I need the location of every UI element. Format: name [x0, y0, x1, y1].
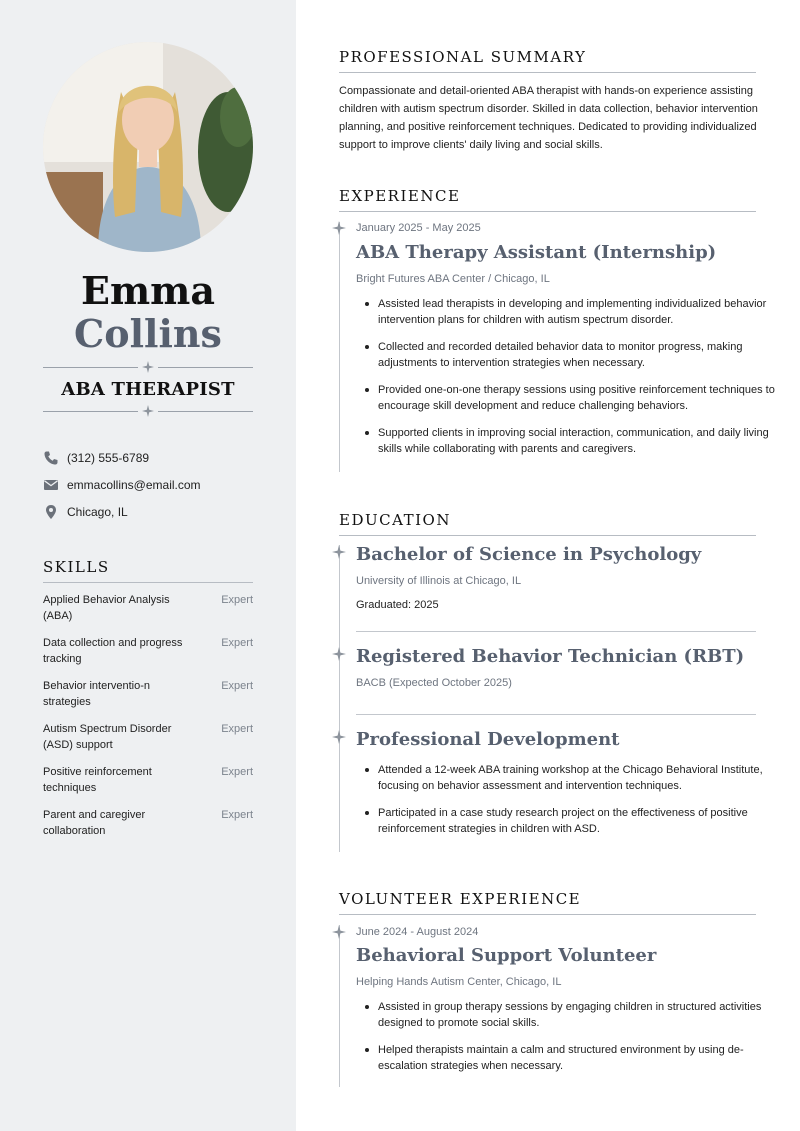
last-name: Collins [74, 311, 222, 356]
skill-level: Expert [221, 680, 253, 692]
sparkle-icon [332, 925, 346, 939]
volunteer-heading: VOLUNTEER EXPERIENCE [339, 890, 756, 915]
volunteer-bullets [356, 999, 776, 1085]
phone-text: (312) 555-6789 [67, 451, 150, 465]
first-name: Emma [80, 268, 215, 313]
profile-photo [43, 42, 253, 252]
mail-icon [43, 477, 59, 493]
skill-name: Behavior interventio-n strategies [43, 680, 151, 708]
skill-name: Autism Spectrum Disorder (ASD) support [43, 723, 172, 751]
experience-role: ABA Therapy Assistant (Internship) [356, 242, 717, 263]
location-pin-icon [43, 504, 59, 520]
skills-heading: SKILLS [43, 558, 253, 583]
skill-level: Expert [221, 809, 253, 821]
sparkle-icon [332, 545, 346, 559]
experience-org: Bright Futures ABA Center / Chicago, IL [356, 273, 550, 285]
sparkle-icon [332, 647, 346, 661]
skill-item [43, 764, 253, 807]
list-item: Participated in a case study research project on the effectiveness of positive reinforcement strategies in children with ASD. [356, 805, 776, 837]
certification-title: Registered Behavior Technician (RBT) [356, 646, 745, 667]
education-timeline [339, 545, 340, 852]
degree-graduated: Graduated: 2025 [356, 599, 439, 611]
volunteer-org: Helping Hands Autism Center, Chicago, IL [356, 976, 562, 988]
education-heading: EDUCATION [339, 511, 756, 536]
skill-name: Applied Behavior Analysis (ABA) [43, 594, 170, 622]
sparkle-icon [142, 405, 154, 417]
summary-text: Compassionate and detail-oriented ABA therapist with hands-on experience assisting children with autism spectrum disorder. Skilled in data collection, behavior intervention planning, and positive reinforcement techniques. Dedicated to providing individualized support to improve clients' daily living and social skills. [339, 85, 758, 151]
skill-level: Expert [221, 637, 253, 649]
skill-level: Expert [221, 723, 253, 735]
experience-timeline [339, 222, 340, 472]
list-item: Supported clients in improving social interaction, communication, and daily living skills while collaborating with parents and caregivers. [356, 425, 776, 457]
summary-heading: PROFESSIONAL SUMMARY [339, 48, 756, 73]
sparkle-icon [332, 730, 346, 744]
email-text: emmacollins@email.com [67, 478, 201, 492]
volunteer-timeline [339, 925, 340, 1087]
skill-name: Positive reinforcement techniques [43, 766, 152, 794]
skills-list [43, 592, 253, 850]
divider [356, 714, 756, 715]
sidebar [0, 0, 296, 1131]
list-item: Provided one-on-one therapy sessions using positive reinforcement techniques to encourage skill development and reduce challenging behaviors. [356, 382, 776, 414]
skill-name: Parent and caregiver collaboration [43, 809, 146, 837]
list-item: Collected and recorded detailed behavior data to monitor progress, making adjustments to intervention strategies when necessary. [356, 339, 776, 371]
phone-icon [43, 450, 59, 466]
volunteer-role: Behavioral Support Volunteer [356, 945, 657, 966]
title-divider [43, 405, 253, 417]
development-bullets [356, 762, 776, 848]
location-text: Chicago, IL [67, 505, 128, 519]
certification-issuer: BACB (Expected October 2025) [356, 677, 512, 689]
sparkle-icon [332, 221, 346, 235]
skill-level: Expert [221, 766, 253, 778]
list-item: Helped therapists maintain a calm and structured environment by using de-escalation strategies when necessary. [356, 1042, 776, 1074]
experience-bullets [356, 296, 776, 468]
list-item: Assisted in group therapy sessions by engaging children in structured activities designed to promote social skills. [356, 999, 776, 1031]
skill-name: Data collection and progress tracking [43, 637, 183, 665]
experience-date: January 2025 - May 2025 [356, 222, 481, 234]
main-content [339, 0, 779, 1131]
volunteer-date: June 2024 - August 2024 [356, 926, 479, 938]
skill-item [43, 807, 253, 850]
list-item: Assisted lead therapists in developing and implementing individualized behavior intervention plans for children with autism spectrum disorder. [356, 296, 776, 328]
list-item: Attended a 12-week ABA training workshop at the Chicago Behavioral Institute, focusing on behavior assessment and intervention techniques. [356, 762, 776, 794]
name-divider [43, 361, 253, 373]
skill-level: Expert [221, 594, 253, 606]
skill-item [43, 721, 253, 764]
divider [356, 631, 756, 632]
skill-item [43, 678, 253, 721]
development-title: Professional Development [356, 729, 620, 750]
job-title: ABA THERAPIST [61, 379, 235, 400]
degree-title: Bachelor of Science in Psychology [356, 544, 702, 565]
sparkle-icon [142, 361, 154, 373]
skill-item [43, 592, 253, 635]
experience-heading: EXPERIENCE [339, 187, 756, 212]
skill-item [43, 635, 253, 678]
degree-school: University of Illinois at Chicago, IL [356, 575, 522, 587]
